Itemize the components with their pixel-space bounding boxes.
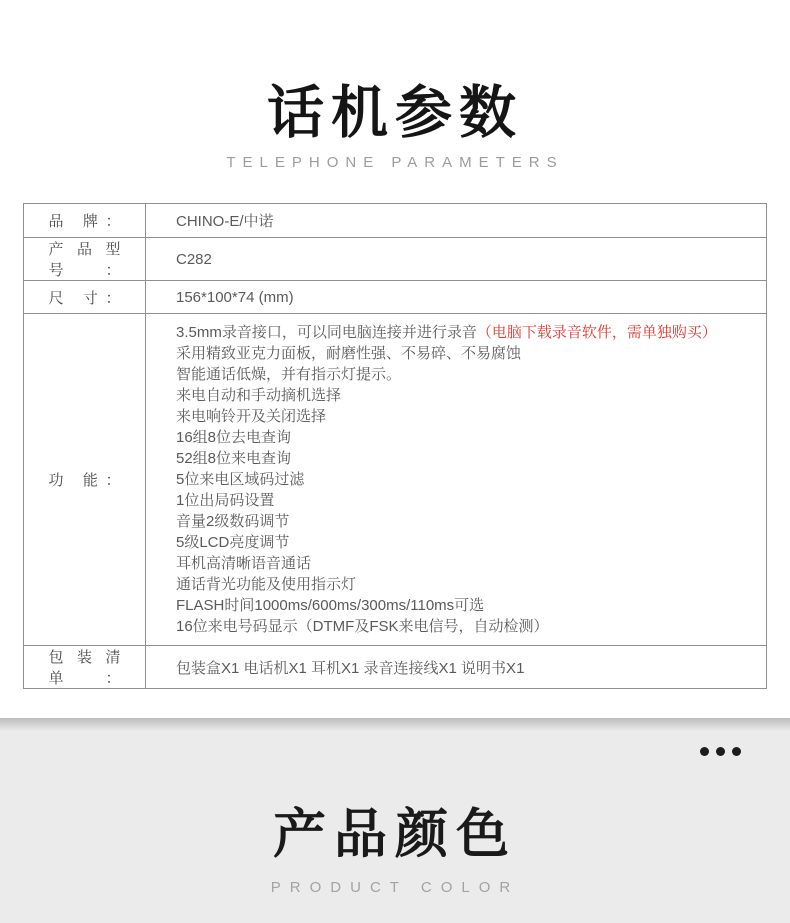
function-line: 音量2级数码调节 xyxy=(176,513,290,530)
function-label: 功 能： xyxy=(48,472,121,489)
red-note: （电脑下载录音软件，需单独购买） xyxy=(476,324,717,341)
function-line: 1位出局码设置 xyxy=(176,492,275,509)
packing-label: 包装清单： xyxy=(48,649,121,687)
page-title: 话机参数 xyxy=(267,81,523,145)
section-subtitle: PRODUCT COLOR xyxy=(270,879,520,896)
model-value: C282 xyxy=(146,238,767,281)
size-value: 156*100*74 (mm) xyxy=(146,281,767,314)
size-label: 尺 寸： xyxy=(48,289,121,307)
dot xyxy=(732,747,741,756)
function-lines xyxy=(176,322,756,637)
function-line: 5级LCD亮度调节 xyxy=(176,534,290,551)
dot xyxy=(700,747,709,756)
dot xyxy=(716,747,725,756)
table-row-size xyxy=(24,281,767,314)
more-menu-icon[interactable] xyxy=(700,747,741,756)
table-row-brand xyxy=(24,204,767,238)
function-line: 3.5mm录音接口，可以同电脑连接并进行录音（电脑下载录音软件，需单独购买） xyxy=(176,324,717,341)
product-color-section xyxy=(0,718,790,923)
spec-table xyxy=(23,203,767,689)
function-line: 智能通话低燥，并有指示灯提示。 xyxy=(176,366,402,383)
section-title: 产品颜色 xyxy=(273,805,517,864)
function-line: 16位来电号码显示（DTMF及FSK来电信号，自动检测） xyxy=(176,618,549,635)
function-line: 来电响铃开及关闭选择 xyxy=(176,408,327,425)
parameters-header xyxy=(0,0,790,171)
function-line: FLASH时间1000ms/600ms/300ms/110ms可选 xyxy=(176,597,485,614)
function-line: 来电自动和手动摘机选择 xyxy=(176,387,342,404)
function-line: 5位来电区域码过滤 xyxy=(176,471,305,488)
function-line: 16组8位去电查询 xyxy=(176,429,292,446)
brand-value: CHINO-E/中诺 xyxy=(146,204,767,238)
function-line: 采用精致亚克力面板，耐磨性强、不易碎、不易腐蚀 xyxy=(176,345,522,362)
function-line: 耳机高清晰语音通话 xyxy=(176,555,312,572)
table-row-model xyxy=(24,238,767,281)
page-subtitle: TELEPHONE PARAMETERS xyxy=(226,153,564,171)
packing-value: 包装盒X1 电话机X1 耳机X1 录音连接线X1 说明书X1 xyxy=(146,646,767,689)
brand-label: 品 牌： xyxy=(48,213,121,230)
table-row-function xyxy=(24,314,767,646)
function-line: 52组8位来电查询 xyxy=(176,450,292,467)
model-label: 产品型号： xyxy=(48,241,121,279)
table-row-packing xyxy=(24,646,767,689)
function-line: 通话背光功能及使用指示灯 xyxy=(176,576,357,593)
